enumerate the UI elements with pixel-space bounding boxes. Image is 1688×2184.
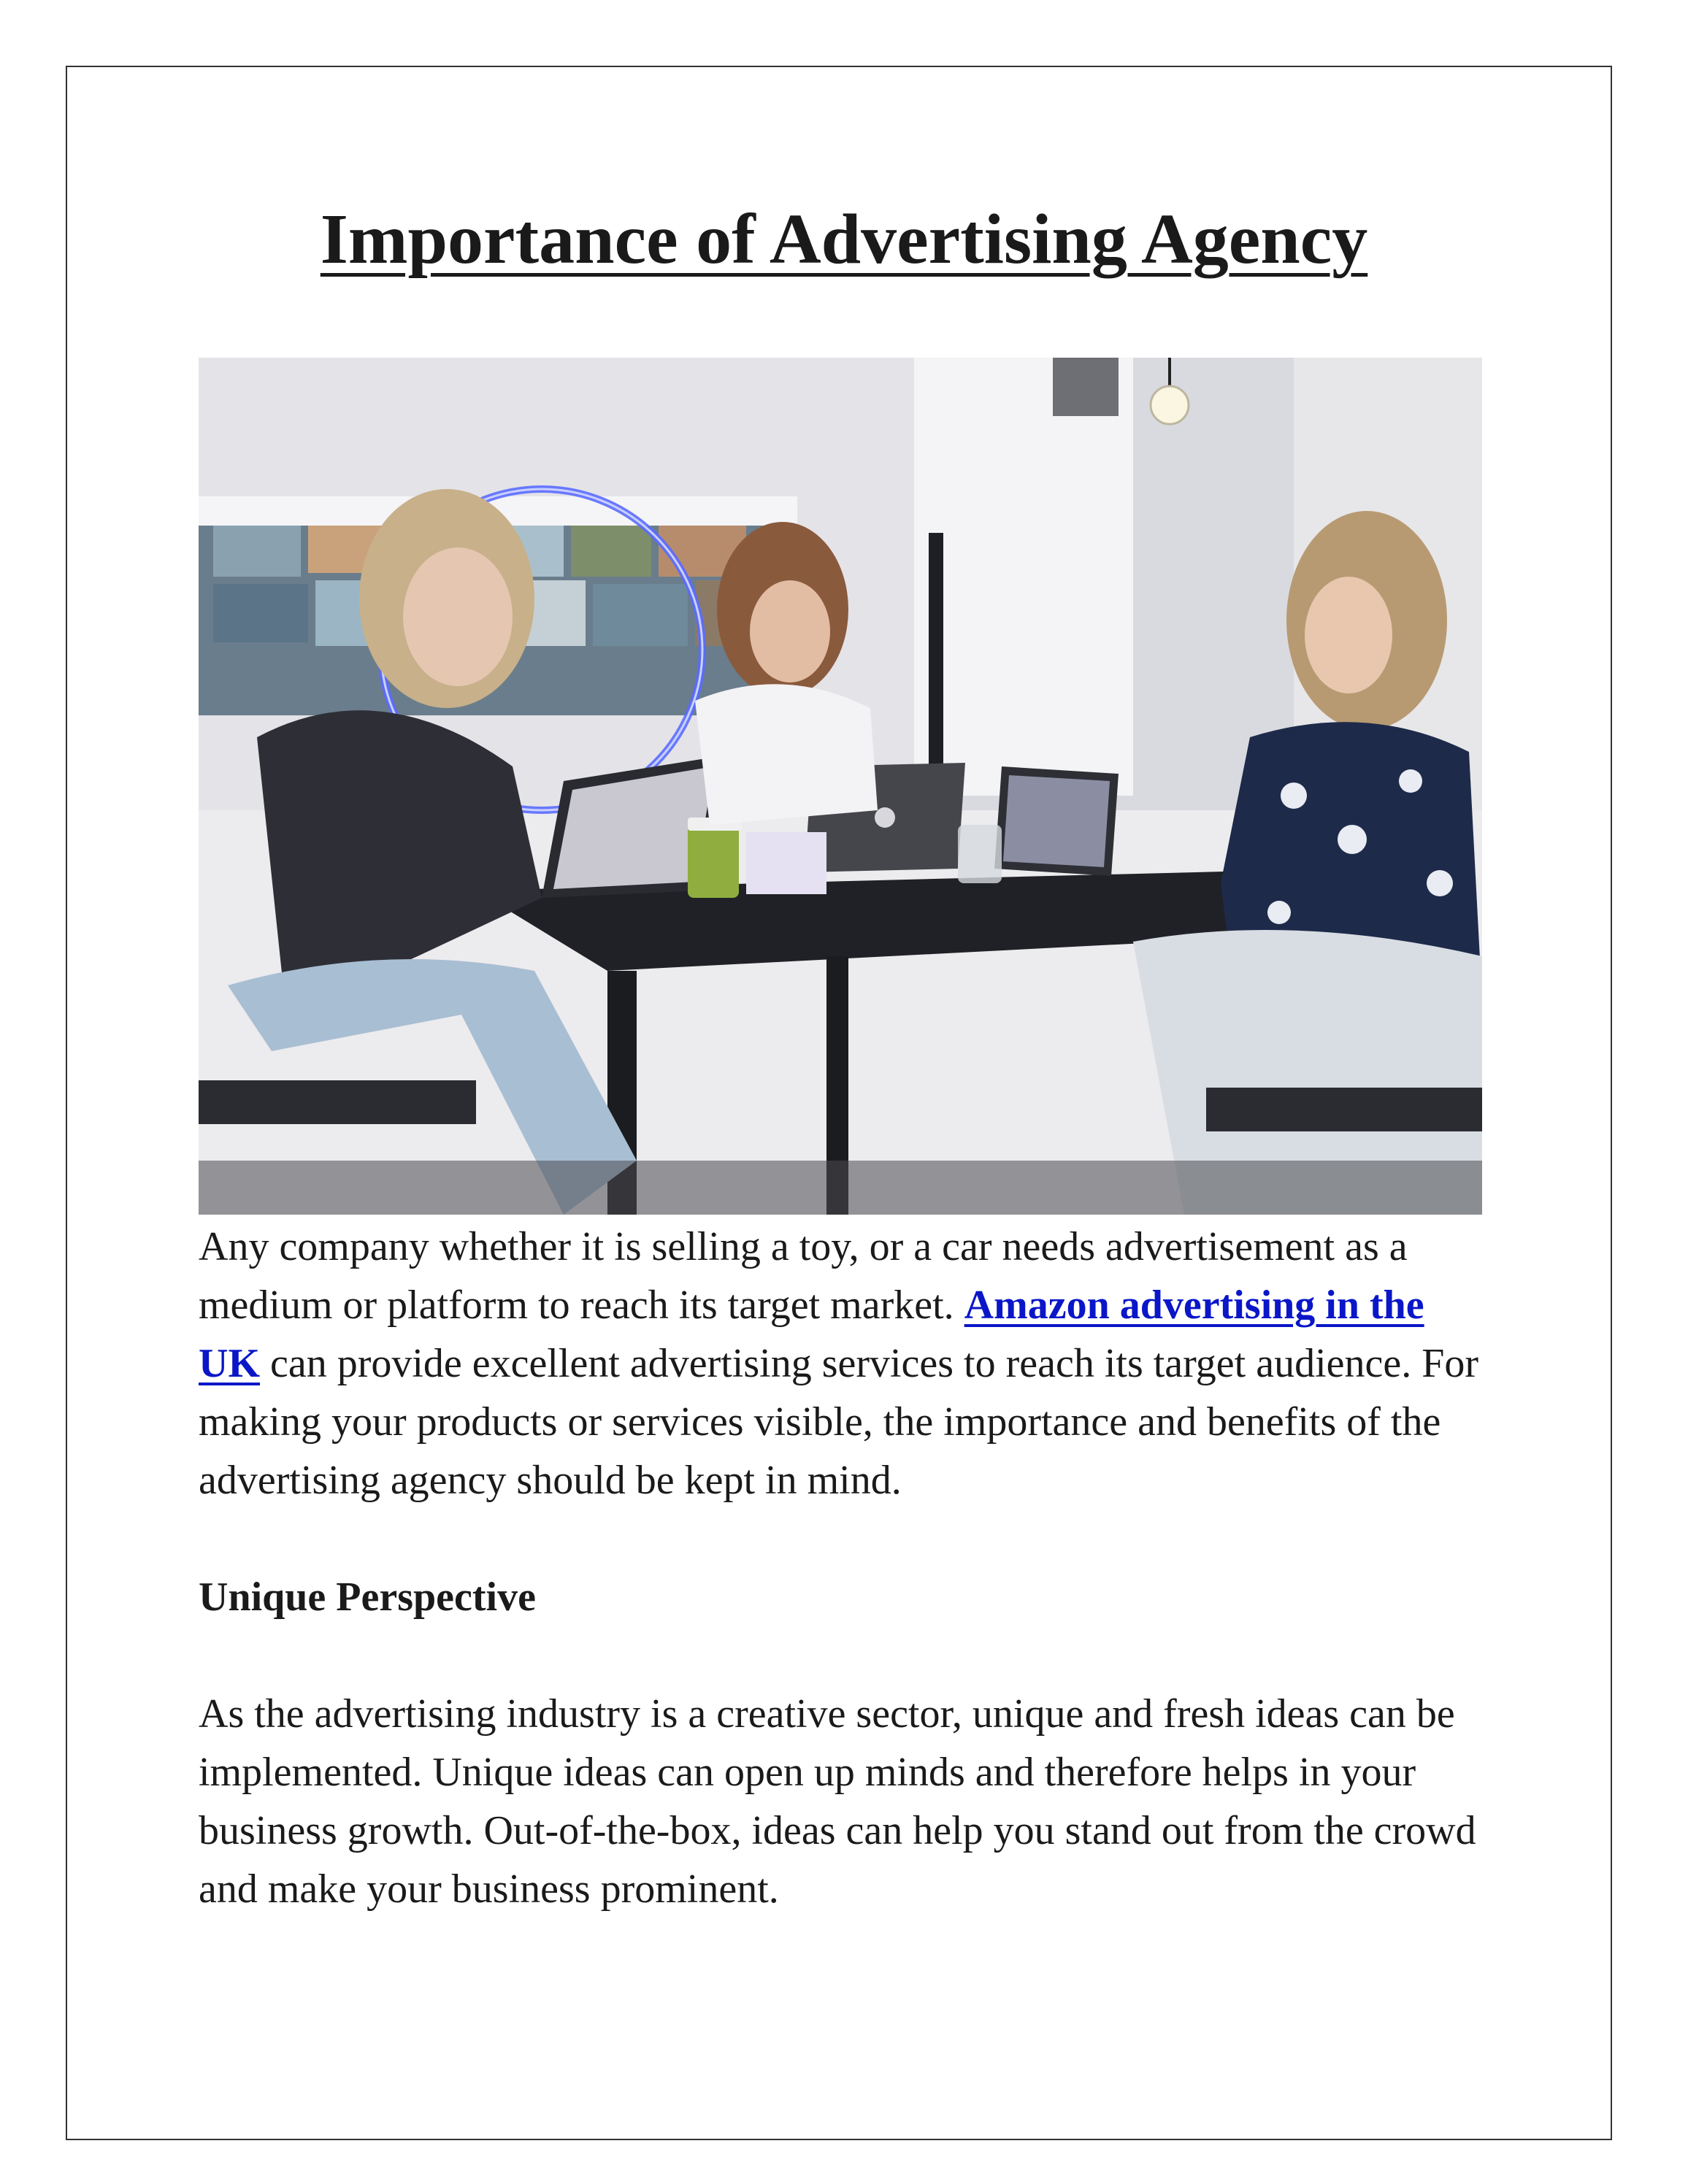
- article-body: [199, 1218, 1491, 1918]
- section-heading: Unique Perspective: [199, 1574, 536, 1620]
- amazon-advertising-link[interactable]: Amazon advertising in the UK: [199, 1283, 1424, 1386]
- page-title-text: Importance of Advertising Agency: [320, 200, 1368, 279]
- intro-paragraph: [199, 1218, 1491, 1510]
- intro-text-before-link: Any company whether it is selling a toy, or a car needs advertisement as a medium or platform to reach its target market.: [199, 1224, 1408, 1328]
- page-title: [0, 199, 1688, 281]
- office-photo: [199, 358, 1482, 1215]
- section-paragraph: As the advertising industry is a creative sector, unique and fresh ideas can be implemented. Unique ideas can open up minds and therefore helps in your business growth. Out-of-the-box, ideas can help you stand out from the crowd and make your business prominent.: [199, 1691, 1476, 1912]
- intro-text-after-link: can provide excellent advertising services to reach its target audience. For making your products or services visible, the importance and benefits of the advertising agency should be kept in mind.: [199, 1341, 1478, 1503]
